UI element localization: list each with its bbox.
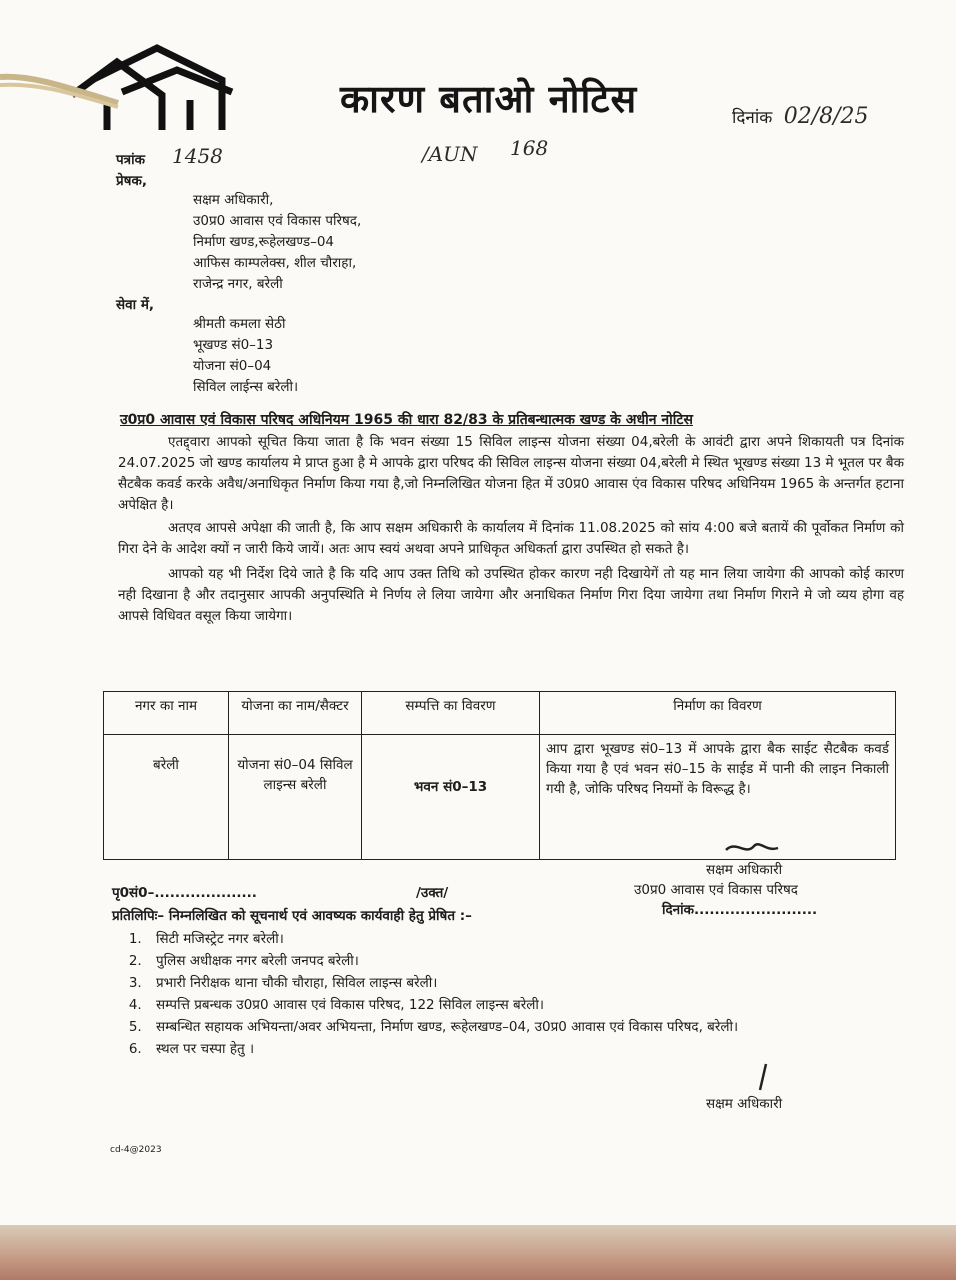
list-item: 6. स्थल पर चस्पा हेतु । <box>146 1038 926 1060</box>
date-line <box>732 104 869 129</box>
col-header: योजना का नाम/सैक्टर <box>229 692 362 735</box>
endorsement-number: पृ0सं0–.................... <box>112 885 257 901</box>
sender-label: प्रेषक, <box>116 173 147 189</box>
address-line: भूखण्ड सं0–13 <box>193 337 274 353</box>
letter-ref-1: /AUN <box>422 142 478 166</box>
date-label: दिनांक <box>732 108 773 128</box>
address-line: निर्माण खण्ड,रूहेलखण्ड–04 <box>193 234 334 250</box>
letter-no-value: 1458 <box>172 144 223 168</box>
table-cell-property: भवन सं0–13 <box>362 735 540 860</box>
address-line: सक्षम अधिकारी, <box>193 192 274 208</box>
table-cell-city: बरेली <box>104 735 229 860</box>
signature-title: सक्षम अधिकारी <box>706 862 783 878</box>
col-header: नगर का नाम <box>104 692 229 735</box>
recipient-label: सेवा में, <box>116 297 155 313</box>
subject-heading: उ0प्र0 आवास एवं विकास परिषद अधिनियम 1965 की धारा 82/83 के प्रतिबन्धात्मक खण्ड के अधीन नोटिस <box>120 412 693 428</box>
page-title: कारण बताओ नोटिस <box>340 77 638 121</box>
paragraph: एतद्द्वारा आपको सूचित किया जाता है कि भवन संख्या 15 सिविल लाइन्स योजना संख्या 04,बरेली के आवंटी द्वारा अपने शिकायती पत्र दिनांक 24.07.2025 जो खण्ड कार्यालय मे प्राप्त हुआ है मे आपके द्वारा परिषद की सिविल लाइन्स योजना संख्या 04,बरेली मे स्थित भूखण्ड संख्या 13 मे भूतल पर बैक सैटबैक कवर्ड करके अवैध/अनाधिकृत निर्माण किया गया है,जो निम्नलिखित योजना हित में उ0प्र0 आवास एंव विकास परिषद अधिनियम 1965 के अन्तर्गत हटाना अपेक्षित है। <box>118 434 904 513</box>
address-line: सिविल लाईन्स बरेली। <box>193 379 299 395</box>
signature-mark <box>722 838 782 860</box>
table-header-row <box>104 692 896 735</box>
list-item: 2. पुलिस अधीक्षक नगर बरेली जनपद बरेली। <box>146 950 926 972</box>
address-line: आफिस काम्पलेक्स, शील चौराहा, <box>193 255 357 271</box>
col-header: निर्माण का विवरण <box>540 692 896 735</box>
list-item: 3. प्रभारी निरीक्षक थाना चौकी चौराहा, सिविल लाइन्स बरेली। <box>146 972 926 994</box>
table-cell-construction: आप द्वारा भूखण्ड सं0–13 में आपके द्वारा बैक साईट सैटबैक कवर्ड किया गया है एवं भवन सं0–15 के साईड में पानी की लाइन निकाली गयी है, जोकि परिषद नियमों के विरूद्ध है। <box>540 735 896 860</box>
address-line: श्रीमती कमला सेठी <box>193 316 286 332</box>
endorsement-ukt: /उक्त/ <box>416 885 449 901</box>
address-line: राजेन्द्र नगर, बरेली <box>193 276 283 292</box>
letter-ref-2: 168 <box>510 136 549 160</box>
list-item: 4. सम्पत्ति प्रबन्धक उ0प्र0 आवास एवं विकास परिषद, 122 सिविल लाइन्स बरेली। <box>146 994 926 1016</box>
property-table <box>103 691 896 860</box>
letter-no-label: पत्रांक <box>116 152 145 168</box>
paragraph: आपको यह भी निर्देश दिये जाते है कि यदि आप उक्त तिथि को उपस्थित होकर कारण नही दिखायेगें तो यह मान लिया जायेगा की आपको कोई कारण नही दिखाना है और तदानुसार आपकी अनुपस्थिति मे निर्णय ले लिया जायेगा और अनाधिकत निर्माण गिरा दिया जायेगा तथा निर्माण गिराने मे जो व्यय होगा वह आपसे विधिवत वसूल किया जायेगा। <box>118 566 904 624</box>
signature-mark <box>752 1062 772 1092</box>
address-line: उ0प्र0 आवास एवं विकास परिषद, <box>193 213 362 229</box>
copy-heading: प्रतिलिपिः– निम्नलिखित को सूचनार्थ एवं आवष्यक कार्यवाही हेतु प्रेषित :– <box>112 908 472 924</box>
copy-list <box>110 928 926 1060</box>
body-text <box>118 432 904 627</box>
form-code: cd-4@2023 <box>110 1145 162 1155</box>
table-cell-scheme: योजना सं0–04 सिविल लाइन्स बरेली <box>229 735 362 860</box>
col-header: सम्पत्ति का विवरण <box>362 692 540 735</box>
endorsement-date: दिनांक........................ <box>662 902 818 918</box>
signature-title: सक्षम अधिकारी <box>706 1096 783 1112</box>
string-tag <box>0 55 130 115</box>
background-surface <box>0 1225 956 1280</box>
sender-address <box>193 190 361 295</box>
paragraph: अतएव आपसे अपेक्षा की जाती है, कि आप सक्षम अधिकारी के कार्यालय में दिनांक 11.08.2025 को सांय 4:00 बजे बतायें की पूर्वोकत निर्माण को गिरा देने के आदेश क्यों न जारी किये जायें। अतः आप स्वयं अथवा अपने प्राधिकृत अधिकर्ता द्वारा उपस्थित हो सकते है। <box>118 520 904 557</box>
signature-org: उ0प्र0 आवास एवं विकास परिषद <box>634 882 798 898</box>
date-value: 02/8/25 <box>783 104 869 129</box>
list-item: 5. सम्बन्धित सहायक अभियन्ता/अवर अभियन्ता, निर्माण खण्ड, रूहेलखण्ड–04, उ0प्र0 आवास एवं विकास परिषद, बरेली। <box>146 1016 926 1038</box>
address-line: योजना सं0–04 <box>193 358 272 374</box>
recipient-address <box>193 314 298 398</box>
list-item: 1. सिटी मजिस्ट्रेट नगर बरेली। <box>146 928 926 950</box>
